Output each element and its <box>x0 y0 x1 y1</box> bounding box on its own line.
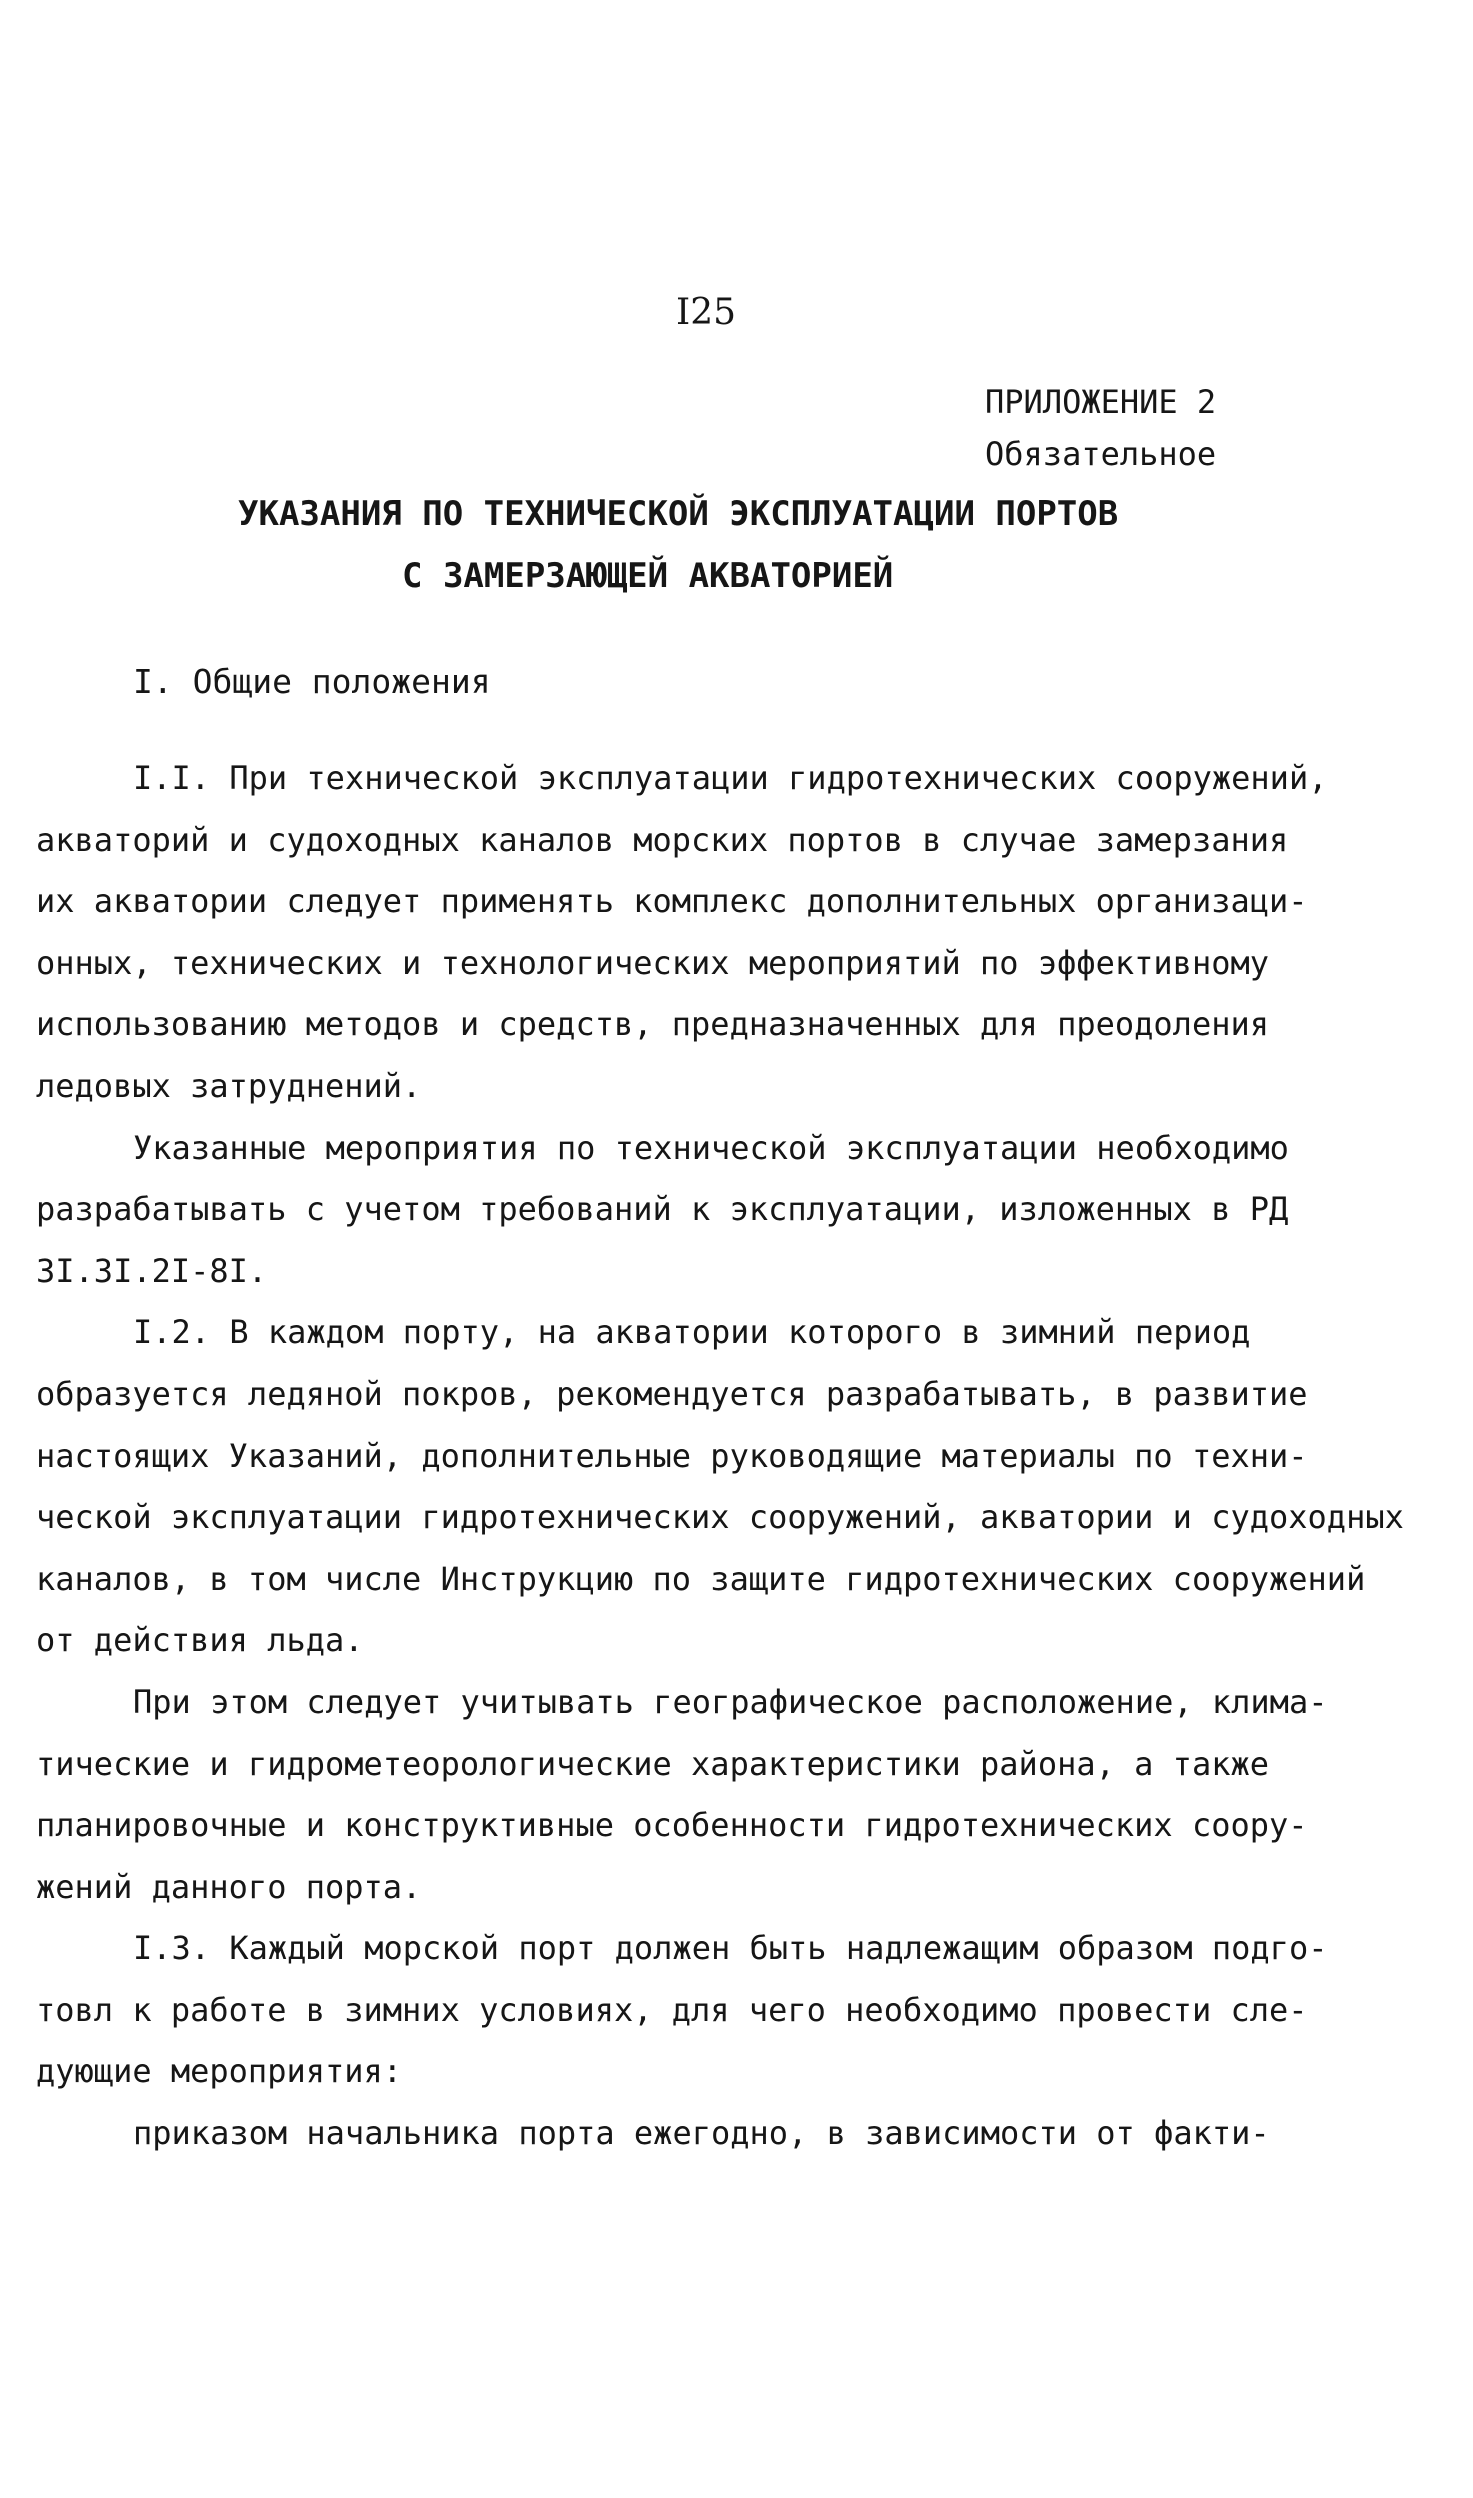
body-line: образуется ледяной покров, рекомендуется разрабатывать, в развитие <box>36 1374 1308 1413</box>
body-line: ледовых затруднений. <box>36 1066 422 1105</box>
body-line: планировочные и конструктивные особенности гидротехнических соору- <box>36 1806 1308 1845</box>
section-heading: I. Общие положения <box>133 662 491 701</box>
body-line: использованию методов и средств, предназначенных для преодоления <box>36 1005 1269 1044</box>
body-line: жений данного порта. <box>36 1867 422 1906</box>
appendix-block <box>985 376 1216 480</box>
document-title-line-1: УКАЗАНИЯ ПО ТЕХНИЧЕСКОЙ ЭКСПЛУАТАЦИИ ПОРТОВ <box>238 494 1119 534</box>
body-line: Указанные мероприятия по технической эксплуатации необходимо <box>133 1128 1289 1167</box>
document-title-line-2: С ЗАМЕРЗАЮЩЕЙ АКВАТОРИЕЙ <box>402 556 894 596</box>
body-line: 3I.3I.2I-8I. <box>36 1251 268 1290</box>
body-line: товл к работе в зимних условиях, для чего необходимо провести сле- <box>36 1990 1308 2029</box>
body-line: При этом следует учитывать географическое расположение, клима- <box>133 1682 1328 1721</box>
body-line: I.2. В каждом порту, на акватории которого в зимний период <box>133 1313 1251 1352</box>
page-number: I25 <box>676 292 737 333</box>
body-line: приказом начальника порта ежегодно, в зависимости от факти- <box>133 2114 1270 2153</box>
body-line: ческой эксплуатации гидротехнических сооружений, акватории и судоходных <box>36 1498 1404 1537</box>
body-line: их акватории следует применять комплекс дополнительных организаци- <box>36 882 1308 921</box>
body-line: I.3. Каждый морской порт должен быть надлежащим образом подго- <box>133 1929 1328 1968</box>
body-line: акваторий и судоходных каналов морских портов в случае замерзания <box>36 820 1289 859</box>
body-line: I.I. При технической эксплуатации гидротехнических сооружений, <box>133 759 1328 797</box>
appendix-label: ПРИЛОЖЕНИЕ 2 <box>985 383 1217 421</box>
body-line: от действия льда. <box>36 1621 364 1660</box>
body-line: каналов, в том числе Инструкцию по защите гидротехнических сооружений <box>36 1559 1366 1598</box>
body-line: дующие мероприятия: <box>36 2052 403 2091</box>
body-line: тические и гидрометеорологические характеристики района, а также <box>36 1744 1269 1783</box>
body-line: онных, технических и технологических мероприятий по эффективному <box>36 943 1269 982</box>
body-line: настоящих Указаний, дополнительные руководящие материалы по техни- <box>36 1436 1308 1475</box>
appendix-status: Обязательное <box>985 435 1217 473</box>
body-line: разрабатывать с учетом требований к эксплуатации, изложенных в РД <box>36 1190 1289 1229</box>
body-text <box>36 748 1436 2165</box>
